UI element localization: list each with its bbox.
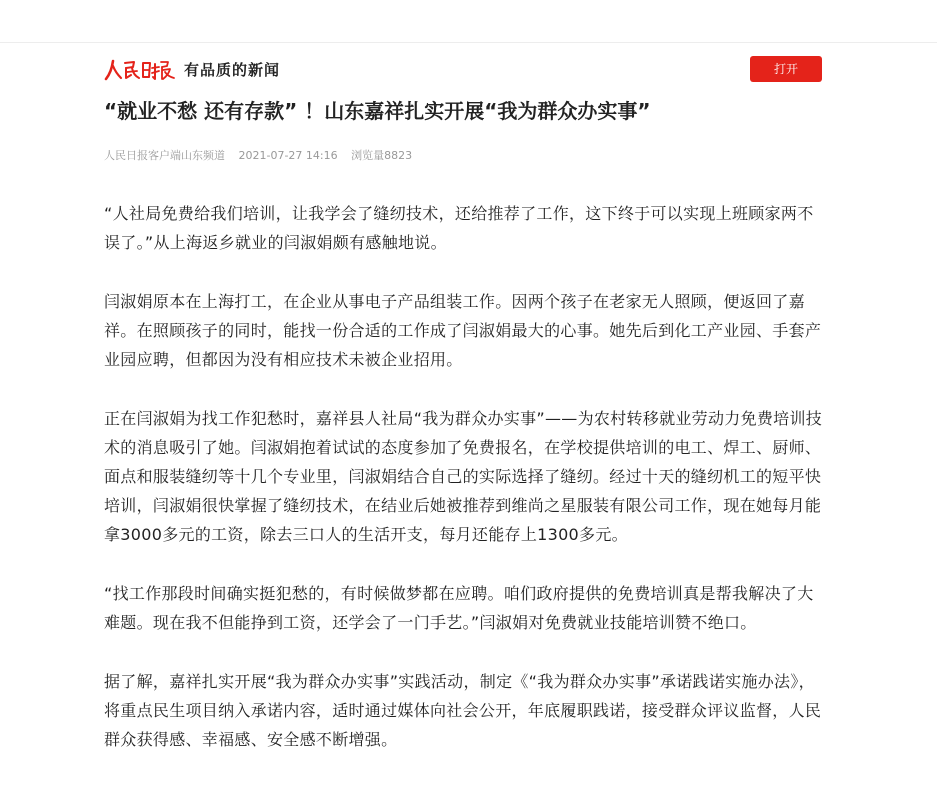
article-paragraph: 闫淑娟原本在上海打工，在企业从事电子产品组装工作。因两个孩子在老家无人照顾，便返回了嘉祥。在照顾孩子的同时，能找一份合适的工作成了闫淑娟最大的心事。她先后到化工产业园、手套产业园应聘，但都因为没有相应技术未被企业招用。 <box>104 292 822 369</box>
article-title: “就业不愁 还有存款” ！山东嘉祥扎实开展“我为群众办实事” <box>104 99 651 123</box>
top-divider <box>0 42 937 43</box>
article-body <box>104 199 826 784</box>
peoples-daily-logo[interactable] <box>104 56 176 84</box>
header-tagline: 有品质的新闻 <box>184 61 281 79</box>
article-datetime: 2021-07-27 14:16 <box>238 149 338 162</box>
open-app-button[interactable]: 打开 <box>750 56 822 82</box>
article-view-count: 浏览量8823 <box>351 149 413 162</box>
article-meta <box>104 148 412 164</box>
article-source[interactable]: 人民日报客户端山东频道 <box>104 149 225 162</box>
article-paragraph: 据了解，嘉祥扎实开展“我为群众办实事”实践活动，制定《“我为群众办实事”承诺践诺实施办法》，将重点民生项目纳入承诺内容，适时通过媒体向社会公开，年底履职践诺，接受群众评议监督，人民群众获得感、幸福感、安全感不断增强。 <box>104 672 822 749</box>
article-paragraph: “人社局免费给我们培训，让我学会了缝纫技术，还给推荐了工作，这下终于可以实现上班顾家两不误了。”从上海返乡就业的闫淑娟颇有感触地说。 <box>104 204 814 252</box>
article-paragraph: “找工作那段时间确实挺犯愁的，有时候做梦都在应聘。咱们政府提供的免费培训真是帮我解决了大难题。现在我不但能挣到工资，还学会了一门手艺。”闫淑娟对免费就业技能培训赞不绝口。 <box>104 584 814 632</box>
app-header <box>104 56 822 84</box>
article-paragraph: 正在闫淑娟为找工作犯愁时，嘉祥县人社局“我为群众办实事”——为农村转移就业劳动力免费培训技术的消息吸引了她。闫淑娟抱着试试的态度参加了免费报名，在学校提供培训的电工、焊工、厨师、面点和服装缝纫等十几个专业里，闫淑娟结合自己的实际选择了缝纫。经过十天的缝纫机工的短平快培训，闫淑娟很快掌握了缝纫技术，在结业后她被推荐到维尚之星服装有限公司工作，现在她每月能拿3000多元的工资，除去三口人的生活开支，每月还能存上1300多元。 <box>104 409 823 544</box>
